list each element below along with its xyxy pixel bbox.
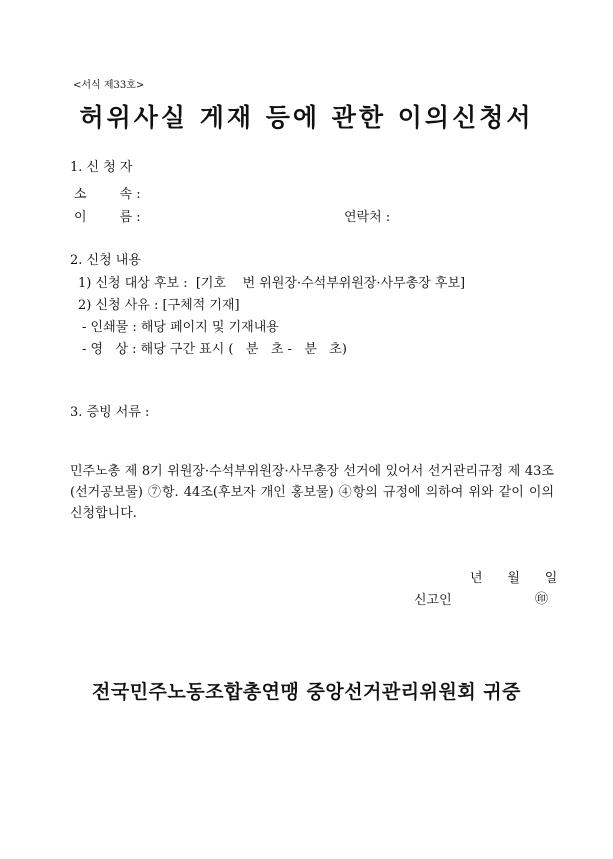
name-label: 이 름 : bbox=[74, 210, 141, 225]
form-number: <서식 제33호> bbox=[73, 80, 145, 91]
seal-mark: ㊞ bbox=[535, 592, 549, 607]
section3-heading: 3. 증빙 서류 : bbox=[70, 405, 150, 420]
section1-heading: 1. 신 청 자 bbox=[70, 160, 133, 175]
section2-item2: 2) 신청 사유 : [구체적 기재] bbox=[78, 298, 240, 313]
section2-sub2: - 영 상 : 해당 구간 표시 ( 분 초 - 분 초) bbox=[82, 342, 347, 357]
contact-label: 연락처 : bbox=[344, 210, 391, 225]
date-line: 년 월 일 bbox=[470, 571, 558, 586]
footer-recipient: 전국민주노동조합총연맹 중앙선거관리위원회 귀중 bbox=[91, 681, 522, 703]
affiliation-label: 소 속 : bbox=[74, 187, 141, 202]
page-title: 허위사실 게재 등에 관한 이의신청서 bbox=[79, 103, 534, 132]
declaration-text: 민주노총 제 8기 위원장·수석부위원장·사무총장 선거에 있어서 선거관리규정 제 43조(선거공보물) ⑦항. 44조(후보자 개인 홍보물) ④항의 규정에 의하여 위와 같이 이의신청합니다. bbox=[70, 464, 554, 521]
section2-heading: 2. 신청 내용 bbox=[70, 253, 141, 268]
section2-item1: 1) 신청 대상 후보 : [기호 번 위원장·수석부위원장·사무총장 후보] bbox=[78, 276, 466, 291]
section2-sub1: - 인쇄물 : 해당 페이지 및 기재내용 bbox=[82, 320, 279, 335]
applicant-label: 신고인 bbox=[414, 593, 452, 608]
